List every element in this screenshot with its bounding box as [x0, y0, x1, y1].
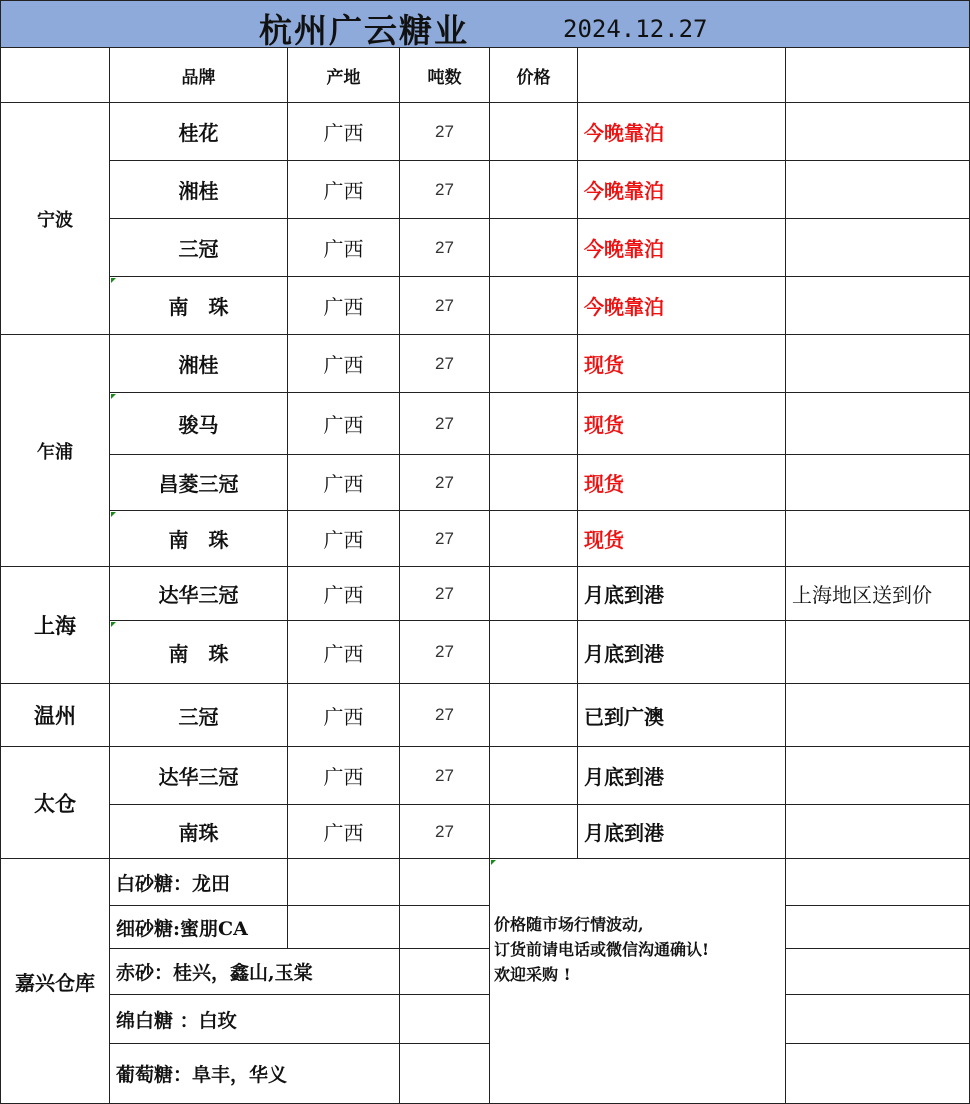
brand-cell: 骏马 [110, 393, 288, 455]
header-price: 价格 [490, 48, 578, 103]
warehouse-blank [400, 995, 490, 1044]
tons-cell: 27 [400, 335, 490, 393]
location-cell: 温州 [0, 684, 110, 747]
brand-cell: 昌菱三冠 [110, 455, 288, 511]
warehouse-blank [400, 906, 490, 949]
note-cell [786, 621, 970, 684]
price-cell [490, 684, 578, 747]
origin-cell: 广西 [288, 747, 400, 805]
header-tons: 吨数 [400, 48, 490, 103]
origin-cell: 广西 [288, 103, 400, 161]
price-cell [490, 277, 578, 335]
location-cell: 太仓 [0, 747, 110, 859]
tons-cell: 27 [400, 511, 490, 567]
note-cell [786, 805, 970, 859]
header-brand: 品牌 [110, 48, 288, 103]
tons-cell: 27 [400, 103, 490, 161]
status-cell: 月底到港 [578, 567, 786, 621]
origin-cell: 广西 [288, 455, 400, 511]
price-cell [490, 393, 578, 455]
title-bar [0, 0, 970, 48]
warehouse-blank [786, 1044, 970, 1104]
tons-cell: 27 [400, 219, 490, 277]
cell-comment-marker [111, 278, 116, 283]
brand-cell: 桂花 [110, 103, 288, 161]
brand-cell: 南珠 [110, 805, 288, 859]
notice-line: 价格随市场行情波动, [494, 915, 644, 934]
warehouse-item: 白砂糖：龙田 [110, 859, 288, 906]
sheet-date: 2024.12.27 [563, 15, 708, 43]
origin-cell: 广西 [288, 161, 400, 219]
location-cell: 嘉兴仓库 [0, 859, 110, 1104]
status-cell: 现货 [578, 335, 786, 393]
warehouse-blank [786, 995, 970, 1044]
note-cell [786, 335, 970, 393]
note-cell [786, 161, 970, 219]
brand-cell: 南珠 [110, 277, 288, 335]
tons-cell: 27 [400, 567, 490, 621]
note-cell [786, 393, 970, 455]
brand-cell: 达华三冠 [110, 747, 288, 805]
cell-comment-marker [111, 622, 116, 627]
tons-cell: 27 [400, 277, 490, 335]
cell-comment-marker [111, 394, 116, 399]
location-cell: 宁波 [0, 103, 110, 335]
status-cell: 现货 [578, 511, 786, 567]
origin-cell: 广西 [288, 621, 400, 684]
brand-cell: 三冠 [110, 219, 288, 277]
status-cell: 月底到港 [578, 805, 786, 859]
status-cell: 已到广澳 [578, 684, 786, 747]
header-status-blank [578, 48, 786, 103]
tons-cell: 27 [400, 805, 490, 859]
price-cell [490, 511, 578, 567]
warehouse-blank [786, 949, 970, 995]
tons-cell: 27 [400, 621, 490, 684]
note-cell [786, 455, 970, 511]
status-cell: 月底到港 [578, 747, 786, 805]
header-blank [0, 48, 110, 103]
warehouse-blank [786, 859, 970, 906]
location-cell: 上海 [0, 567, 110, 684]
warehouse-blank [400, 859, 490, 906]
origin-cell: 广西 [288, 805, 400, 859]
brand-cell: 达华三冠 [110, 567, 288, 621]
note-cell [786, 277, 970, 335]
tons-cell: 27 [400, 684, 490, 747]
tons-cell: 27 [400, 747, 490, 805]
price-cell [490, 621, 578, 684]
origin-cell: 广西 [288, 684, 400, 747]
notice-line: 欢迎采购 ! [494, 965, 571, 984]
status-cell: 现货 [578, 393, 786, 455]
brand-cell: 三冠 [110, 684, 288, 747]
price-notice [494, 912, 709, 987]
notice-line: 订货前请电话或微信沟通确认! [494, 940, 710, 959]
price-cell [490, 455, 578, 511]
note-cell [786, 219, 970, 277]
origin-cell: 广西 [288, 277, 400, 335]
header-origin: 产地 [288, 48, 400, 103]
note-cell [786, 747, 970, 805]
origin-cell: 广西 [288, 567, 400, 621]
status-cell: 今晚靠泊 [578, 277, 786, 335]
note-cell [786, 103, 970, 161]
note-cell [786, 511, 970, 567]
price-cell [490, 335, 578, 393]
origin-cell: 广西 [288, 511, 400, 567]
brand-cell: 湘桂 [110, 161, 288, 219]
origin-cell: 广西 [288, 393, 400, 455]
price-cell [490, 103, 578, 161]
origin-cell: 广西 [288, 335, 400, 393]
status-cell: 现货 [578, 455, 786, 511]
warehouse-item: 赤砂：桂兴，鑫山,玉棠 [110, 949, 400, 995]
status-cell: 今晚靠泊 [578, 219, 786, 277]
tons-cell: 27 [400, 455, 490, 511]
price-cell [490, 161, 578, 219]
brand-cell: 南珠 [110, 621, 288, 684]
price-cell [490, 219, 578, 277]
price-cell [490, 747, 578, 805]
warehouse-item: 葡萄糖：阜丰，华义 [110, 1044, 400, 1104]
cell-comment-marker [111, 512, 116, 517]
note-cell: 上海地区送到价 [786, 567, 970, 621]
warehouse-blank [288, 859, 400, 906]
tons-cell: 27 [400, 393, 490, 455]
status-cell: 今晚靠泊 [578, 103, 786, 161]
warehouse-blank [400, 949, 490, 995]
warehouse-item: 绵白糖 ：白玫 [110, 995, 400, 1044]
warehouse-blank [786, 906, 970, 949]
origin-cell: 广西 [288, 219, 400, 277]
brand-cell: 南珠 [110, 511, 288, 567]
location-cell: 乍浦 [0, 335, 110, 567]
price-cell [490, 567, 578, 621]
cell-comment-marker [491, 860, 496, 865]
header-note-blank [786, 48, 970, 103]
tons-cell: 27 [400, 161, 490, 219]
warehouse-blank [288, 906, 400, 949]
status-cell: 月底到港 [578, 621, 786, 684]
brand-cell: 湘桂 [110, 335, 288, 393]
company-name: 杭州广云糖业 [259, 11, 469, 50]
warehouse-blank [400, 1044, 490, 1104]
warehouse-item: 细砂糖:蜜朋CA [110, 906, 288, 949]
status-cell: 今晚靠泊 [578, 161, 786, 219]
note-cell [786, 684, 970, 747]
price-cell [490, 805, 578, 859]
